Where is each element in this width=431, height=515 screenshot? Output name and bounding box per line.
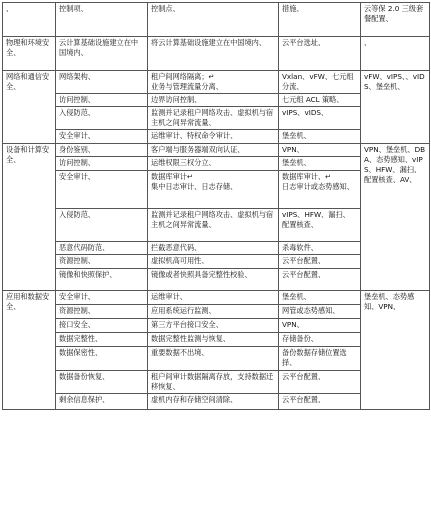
measure-cell: 云平台配置、 [279, 371, 361, 394]
measure-cell: 网管或态势感知、 [279, 305, 361, 319]
measure-cell: 存储备份、 [279, 333, 361, 347]
category-cell: 物理和环境安全、 [3, 37, 56, 71]
control-point-cell: 监测并记录租户网络攻击、虚拟机与宿主机之间异常流量、 [148, 107, 279, 130]
measure-cell: 云平台配置、 [279, 269, 361, 291]
measure-cell: Vxlan、vFW、七元组分流、 [279, 71, 361, 94]
header-cell-cloud-package: 云等保 2.0 三级套餐配置、 [361, 3, 430, 37]
cloud-package-cell: 、 [361, 37, 430, 71]
control-item-cell: 恶意代码防范、 [56, 242, 148, 255]
control-point-cell: 应用系统运行监测、 [148, 305, 279, 319]
measure-cell: 堡垒机、 [279, 157, 361, 171]
header-cell-blank: 、 [3, 3, 56, 37]
control-item-cell: 数据完整性、 [56, 333, 148, 347]
cloud-package-cell: 堡垒机、态势感知、VPN、 [361, 291, 430, 410]
header-row [3, 3, 430, 37]
control-point-cell: 第三方平台接口安全、 [148, 319, 279, 333]
control-item-cell: 安全审计、 [56, 291, 148, 305]
cloud-package-cell: vFW、vIPS、、vIDS、堡垒机、 [361, 71, 430, 144]
control-item-cell: 安全审计、 [56, 171, 148, 209]
table-row [3, 144, 430, 157]
measure-cell: 云平台选址、 [279, 37, 361, 71]
control-point-cell: 租户间审计数据隔离存放，支持数据迁移恢复、 [148, 371, 279, 394]
measure-cell: 杀毒软件、 [279, 242, 361, 255]
measure-cell: 云平台配置、 [279, 394, 361, 410]
control-point-cell: 运维权限三权分立、 [148, 157, 279, 171]
control-point-cell: 数据完整性监测与恢复、 [148, 333, 279, 347]
header-cell-control-item: 控制项、 [56, 3, 148, 37]
control-item-cell: 数据备份恢复、 [56, 371, 148, 394]
control-point-cell: 将云计算基础设施建立在中国境内、 [148, 37, 279, 71]
table-row [3, 37, 430, 71]
header-cell-control-point: 控制点、 [148, 3, 279, 37]
table-row [3, 71, 430, 94]
category-cell: 应用和数据安全、 [3, 291, 56, 410]
control-point-cell: 虚机内存和存储空间清除、 [148, 394, 279, 410]
control-item-cell: 云计算基础设施建立在中国境内、 [56, 37, 148, 71]
control-item-cell: 安全审计、 [56, 130, 148, 144]
cloud-package-cell: VPN、堡垒机、DBA、态势感知、vIPS、HFW、漏扫、配置核查、AV、 [361, 144, 430, 291]
control-item-cell: 网络架构、 [56, 71, 148, 94]
control-item-cell: 接口安全、 [56, 319, 148, 333]
control-item-cell: 数据保密性、 [56, 347, 148, 371]
measure-cell: 数据库审计、↵ 日志审计或态势感知、 [279, 171, 361, 209]
control-item-cell: 入侵防范、 [56, 209, 148, 242]
security-controls-table [2, 2, 430, 410]
measure-cell: 备份数据存储位置选择、 [279, 347, 361, 371]
measure-cell: 堡垒机、 [279, 291, 361, 305]
control-item-cell: 资源控制、 [56, 305, 148, 319]
control-point-cell: 监测并记录租户网络攻击、虚拟机与宿主机之间异常流量、 [148, 209, 279, 242]
control-point-cell: 拦截恶意代码、 [148, 242, 279, 255]
control-point-cell: 客户端与服务器端双向认证、 [148, 144, 279, 157]
control-item-cell: 剩余信息保护、 [56, 394, 148, 410]
control-point-cell: 租户间网络隔离；↵ 业务与管理流量分离、 [148, 71, 279, 94]
measure-cell: vIPS、HFW、漏扫、配置核查、 [279, 209, 361, 242]
control-point-cell: 重要数据不出境、 [148, 347, 279, 371]
control-point-cell: 运维审计、特权命令审计、 [148, 130, 279, 144]
control-point-cell: 数据库审计↵ 集中日志审计、日志存储、 [148, 171, 279, 209]
measure-cell: vIPS、vIDS、 [279, 107, 361, 130]
control-point-cell: 虚拟机高可用性、 [148, 255, 279, 269]
measure-cell: 堡垒机、 [279, 130, 361, 144]
header-cell-measure: 措施、 [279, 3, 361, 37]
control-item-cell: 入侵防范、 [56, 107, 148, 130]
category-cell: 设备和计算安全、 [3, 144, 56, 291]
control-point-cell: 运维审计、 [148, 291, 279, 305]
control-item-cell: 资源控制、 [56, 255, 148, 269]
measure-cell: VPN、 [279, 144, 361, 157]
control-item-cell: 访问控制、 [56, 157, 148, 171]
measure-cell: 七元组 ACL 策略、 [279, 94, 361, 107]
control-item-cell: 访问控制、 [56, 94, 148, 107]
measure-cell: VPN、 [279, 319, 361, 333]
table-row [3, 291, 430, 305]
measure-cell: 云平台配置、 [279, 255, 361, 269]
category-cell: 网络和通信安全、 [3, 71, 56, 144]
control-item-cell: 身份鉴别、 [56, 144, 148, 157]
control-point-cell: 边界访问控制、 [148, 94, 279, 107]
control-point-cell: 镜像或者快照具备完整性校验、 [148, 269, 279, 291]
control-item-cell: 镜像和快照保护、 [56, 269, 148, 291]
